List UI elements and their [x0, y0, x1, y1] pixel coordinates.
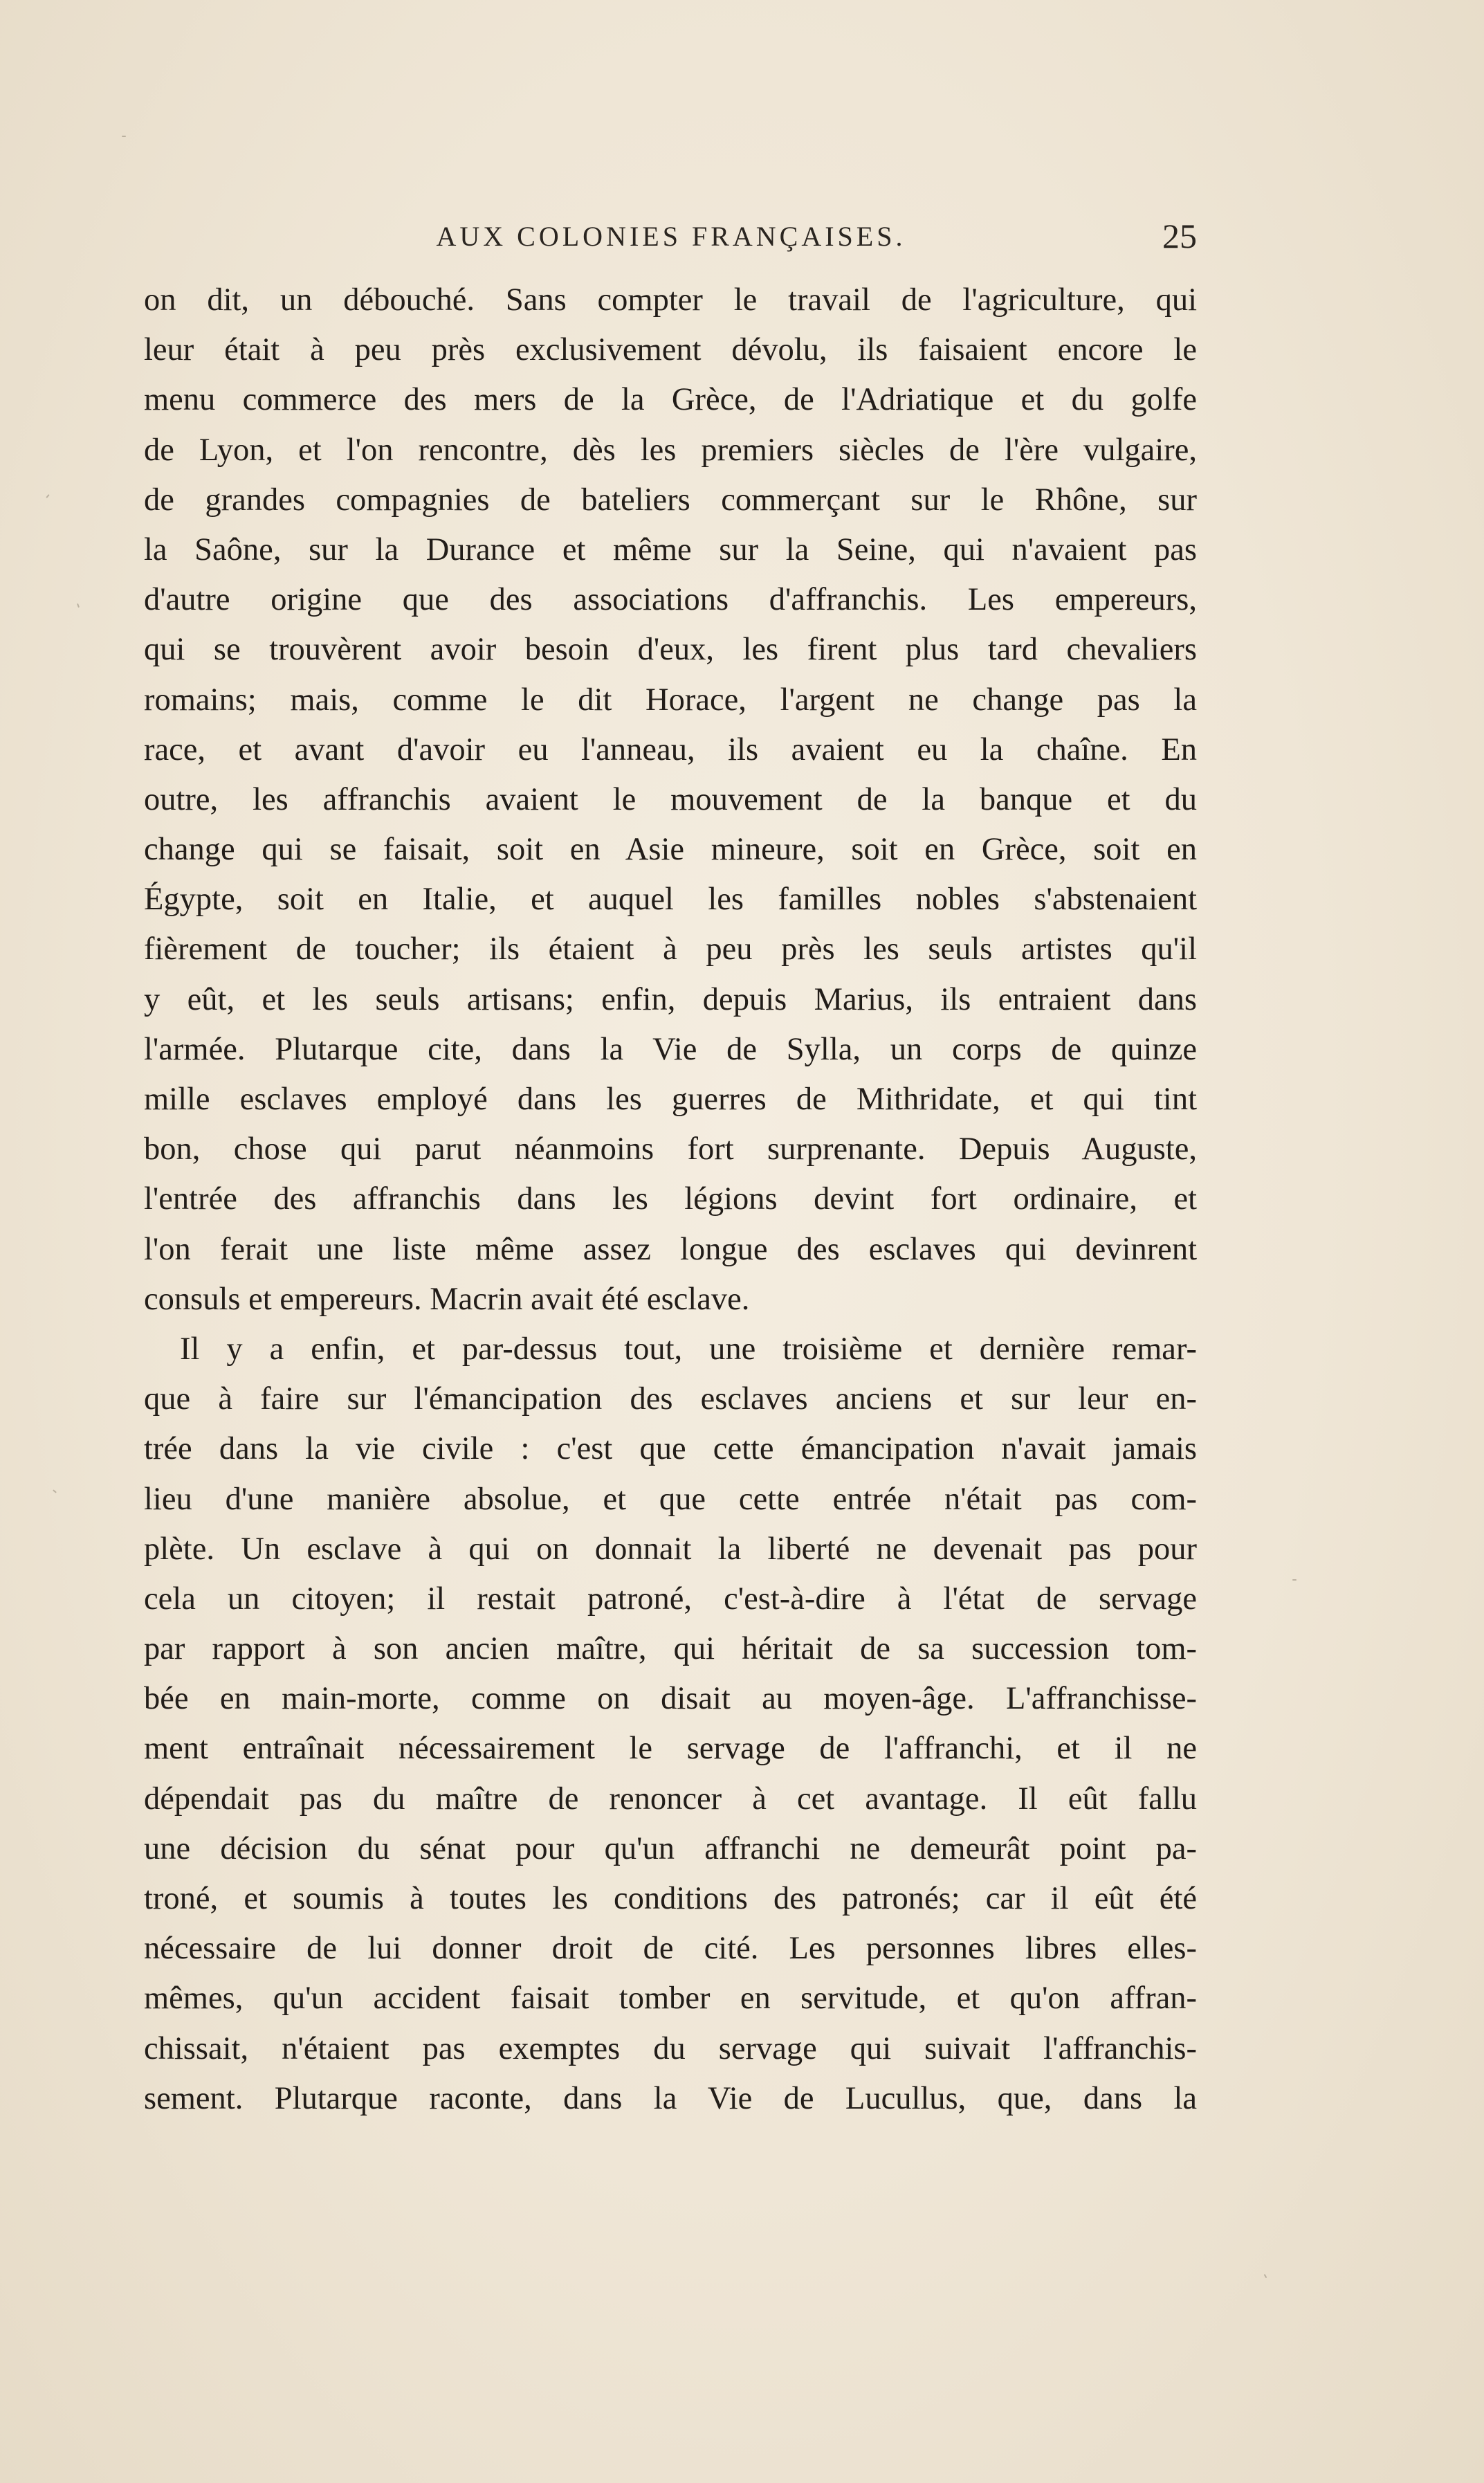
text-line: de grandes compagnies de bateliers commerçant sur le Rhône, sur: [144, 482, 1197, 518]
text-line: plète. Un esclave à qui on donnait la liberté ne devenait pas pour: [144, 1531, 1197, 1567]
paper-speck: [53, 1489, 57, 1493]
text-line: qui se trouvèrent avoir besoin d'eux, les firent plus tard chevaliers: [144, 632, 1197, 668]
paper-speck: [1264, 2274, 1267, 2278]
text-line: Égypte, soit en Italie, et auquel les familles nobles s'abstenaient: [144, 882, 1197, 918]
paper-speck: [122, 136, 126, 137]
text-line: romains; mais, comme le dit Horace, l'argent ne change pas la: [144, 682, 1197, 718]
body-text: [144, 275, 1197, 2124]
text-line: l'entrée des affranchis dans les légions devint fort ordinaire, et: [144, 1181, 1197, 1217]
text-line: trée dans la vie civile : c'est que cette émancipation n'avait jamais: [144, 1431, 1197, 1467]
text-line: de Lyon, et l'on rencontre, dès les premiers siècles de l'ère vulgaire,: [144, 432, 1197, 468]
text-line: sement. Plutarque raconte, dans la Vie de Lucullus, que, dans la: [144, 2080, 1197, 2116]
text-line: troné, et soumis à toutes les conditions des patronés; car il eût été: [144, 1881, 1197, 1916]
paragraph-end-line: consuls et empereurs. Macrin avait été esclave.: [144, 1281, 750, 1317]
text-line: mêmes, qu'un accident faisait tomber en servitude, et qu'on affran-: [144, 1981, 1197, 2017]
text-line: d'autre origine que des associations d'affranchis. Les empereurs,: [144, 582, 1197, 618]
text-line: par rapport à son ancien maître, qui héritait de sa succession tom-: [144, 1631, 1197, 1667]
text-line: ment entraînait nécessairement le servage de l'affranchi, et il ne: [144, 1731, 1197, 1767]
text-line: y eût, et les seuls artisans; enfin, depuis Marius, ils entraient dans: [144, 981, 1197, 1017]
text-line: l'armée. Plutarque cite, dans la Vie de Sylla, un corps de quinze: [144, 1031, 1197, 1067]
text-line: change qui se faisait, soit en Asie mineure, soit en Grèce, soit en: [144, 832, 1197, 868]
text-line: cela un citoyen; il restait patroné, c'est-à-dire à l'état de servage: [144, 1581, 1197, 1617]
text-line: race, et avant d'avoir eu l'anneau, ils avaient eu la chaîne. En: [144, 731, 1197, 767]
text-line: outre, les affranchis avaient le mouvement de la banque et du: [144, 781, 1197, 817]
page-number: 25: [1162, 217, 1197, 255]
text-line: mille esclaves employé dans les guerres de Mithridate, et qui tint: [144, 1082, 1197, 1117]
text-line: on dit, un débouché. Sans compter le travail de l'agriculture, qui: [144, 282, 1197, 318]
paragraph-start-line: Il y a enfin, et par-dessus tout, une troisième et dernière remar-: [180, 1331, 1197, 1367]
text-line: menu commerce des mers de la Grèce, de l'Adriatique et du golfe: [144, 382, 1197, 418]
paper-speck: [46, 494, 49, 498]
page-header: [145, 217, 1197, 269]
text-line: chissait, n'étaient pas exemptes du servage qui suivait l'affranchis-: [144, 2030, 1197, 2066]
paper-speck: [77, 603, 80, 608]
text-line: fièrement de toucher; ils étaient à peu près les seuls artistes qu'il: [144, 931, 1197, 967]
text-line: la Saône, sur la Durance et même sur la Seine, qui n'avaient pas: [144, 531, 1197, 567]
text-line: une décision du sénat pour qu'un affranchi ne demeurât point pa-: [144, 1830, 1197, 1866]
paper-speck: [1292, 1579, 1297, 1581]
text-line: leur était à peu près exclusivement dévolu, ils faisaient encore le: [144, 332, 1197, 368]
text-line: nécessaire de lui donner droit de cité. Les personnes libres elles-: [144, 1931, 1197, 1967]
running-title: AUX COLONIES FRANÇAISES.: [436, 221, 906, 252]
text-line: bée en main-morte, comme on disait au moyen-âge. L'affranchisse-: [144, 1681, 1197, 1717]
text-line: bon, chose qui parut néanmoins fort surprenante. Depuis Auguste,: [144, 1131, 1197, 1167]
text-line: que à faire sur l'émancipation des esclaves anciens et sur leur en-: [144, 1381, 1197, 1417]
text-line: lieu d'une manière absolue, et que cette entrée n'était pas com-: [144, 1481, 1197, 1517]
text-line: dépendait pas du maître de renoncer à cet avantage. Il eût fallu: [144, 1781, 1197, 1817]
text-line: l'on ferait une liste même assez longue des esclaves qui devinrent: [144, 1231, 1197, 1267]
